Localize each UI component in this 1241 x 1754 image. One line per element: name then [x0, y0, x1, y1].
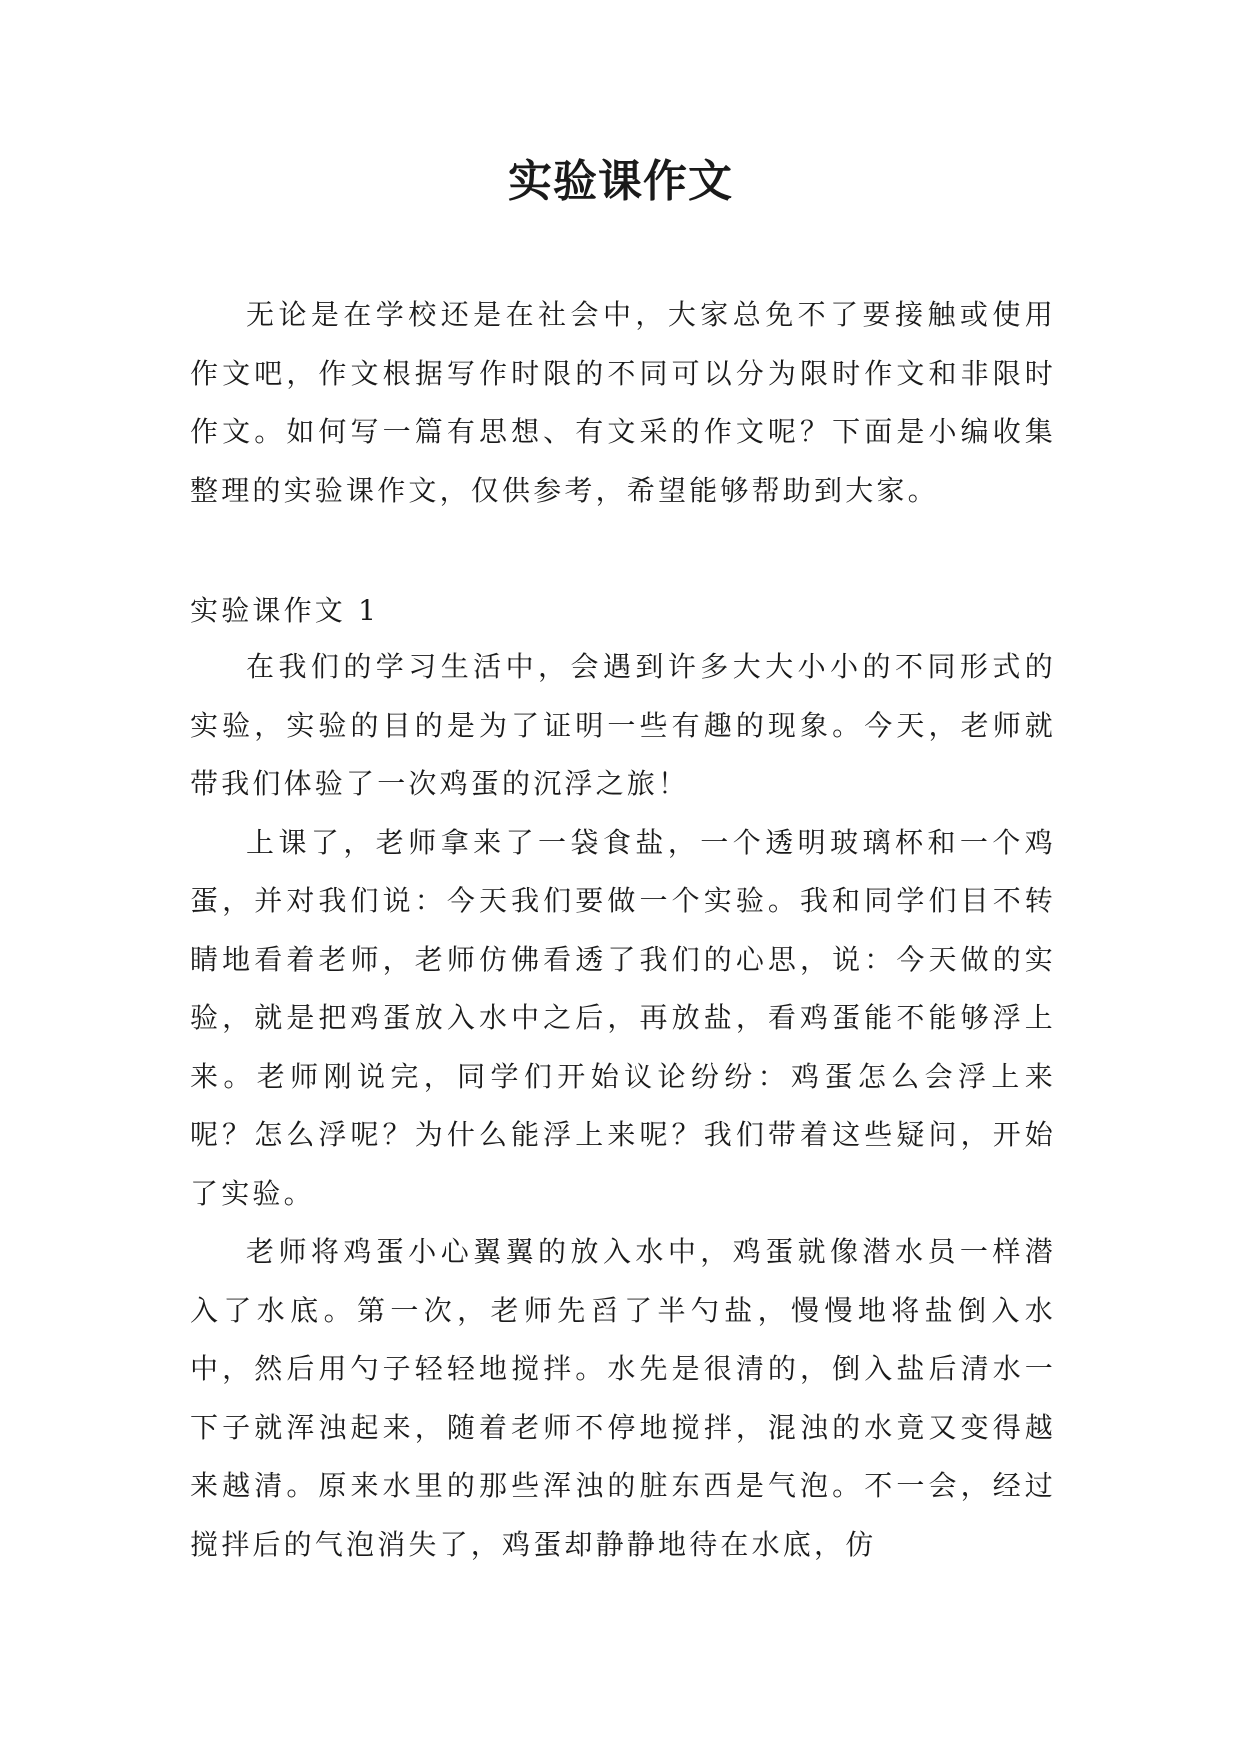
- essay-body: [190, 638, 1056, 1668]
- section-heading: 实验课作文 1: [190, 594, 380, 627]
- essay-paragraph-1: 在我们的学习生活中，会遇到许多大大小小的不同形式的实验，实验的目的是为了证明一些有趣的现象。今天，老师就带我们体验了一次鸡蛋的沉浮之旅！: [190, 650, 1056, 800]
- intro-paragraph: 无论是在学校还是在社会中，大家总免不了要接触或使用作文吧，作文根据写作时限的不同可以分为限时作文和非限时作文。如何写一篇有思想、有文采的作文呢？下面是小编收集整理的实验课作文，仅供参考，希望能够帮助到大家。: [190, 298, 1056, 507]
- essay-paragraph-3: 老师将鸡蛋小心翼翼的放入水中，鸡蛋就像潜水员一样潜入了水底。第一次，老师先舀了半勺盐，慢慢地将盐倒入水中，然后用勺子轻轻地搅拌。水先是很清的，倒入盐后清水一下子就浑浊起来，随着老师不停地搅拌，混浊的水竟又变得越来越清。原来水里的那些浑浊的脏东西是气泡。不一会，经过搅拌后的气泡消失了，鸡蛋却静静地待在水底，仿: [190, 1235, 1056, 1561]
- essay-paragraph-2: 上课了，老师拿来了一袋食盐，一个透明玻璃杯和一个鸡蛋，并对我们说：今天我们要做一个实验。我和同学们目不转睛地看着老师，老师仿佛看透了我们的心思，说：今天做的实验，就是把鸡蛋放入水中之后，再放盐，看鸡蛋能不能够浮上来。老师刚说完，同学们开始议论纷纷：鸡蛋怎么会浮上来呢？怎么浮呢？为什么能浮上来呢？我们带着这些疑问，开始了实验。: [190, 825, 1056, 1210]
- intro-block: [190, 286, 1056, 520]
- document-title: 实验课作文: [508, 156, 733, 207]
